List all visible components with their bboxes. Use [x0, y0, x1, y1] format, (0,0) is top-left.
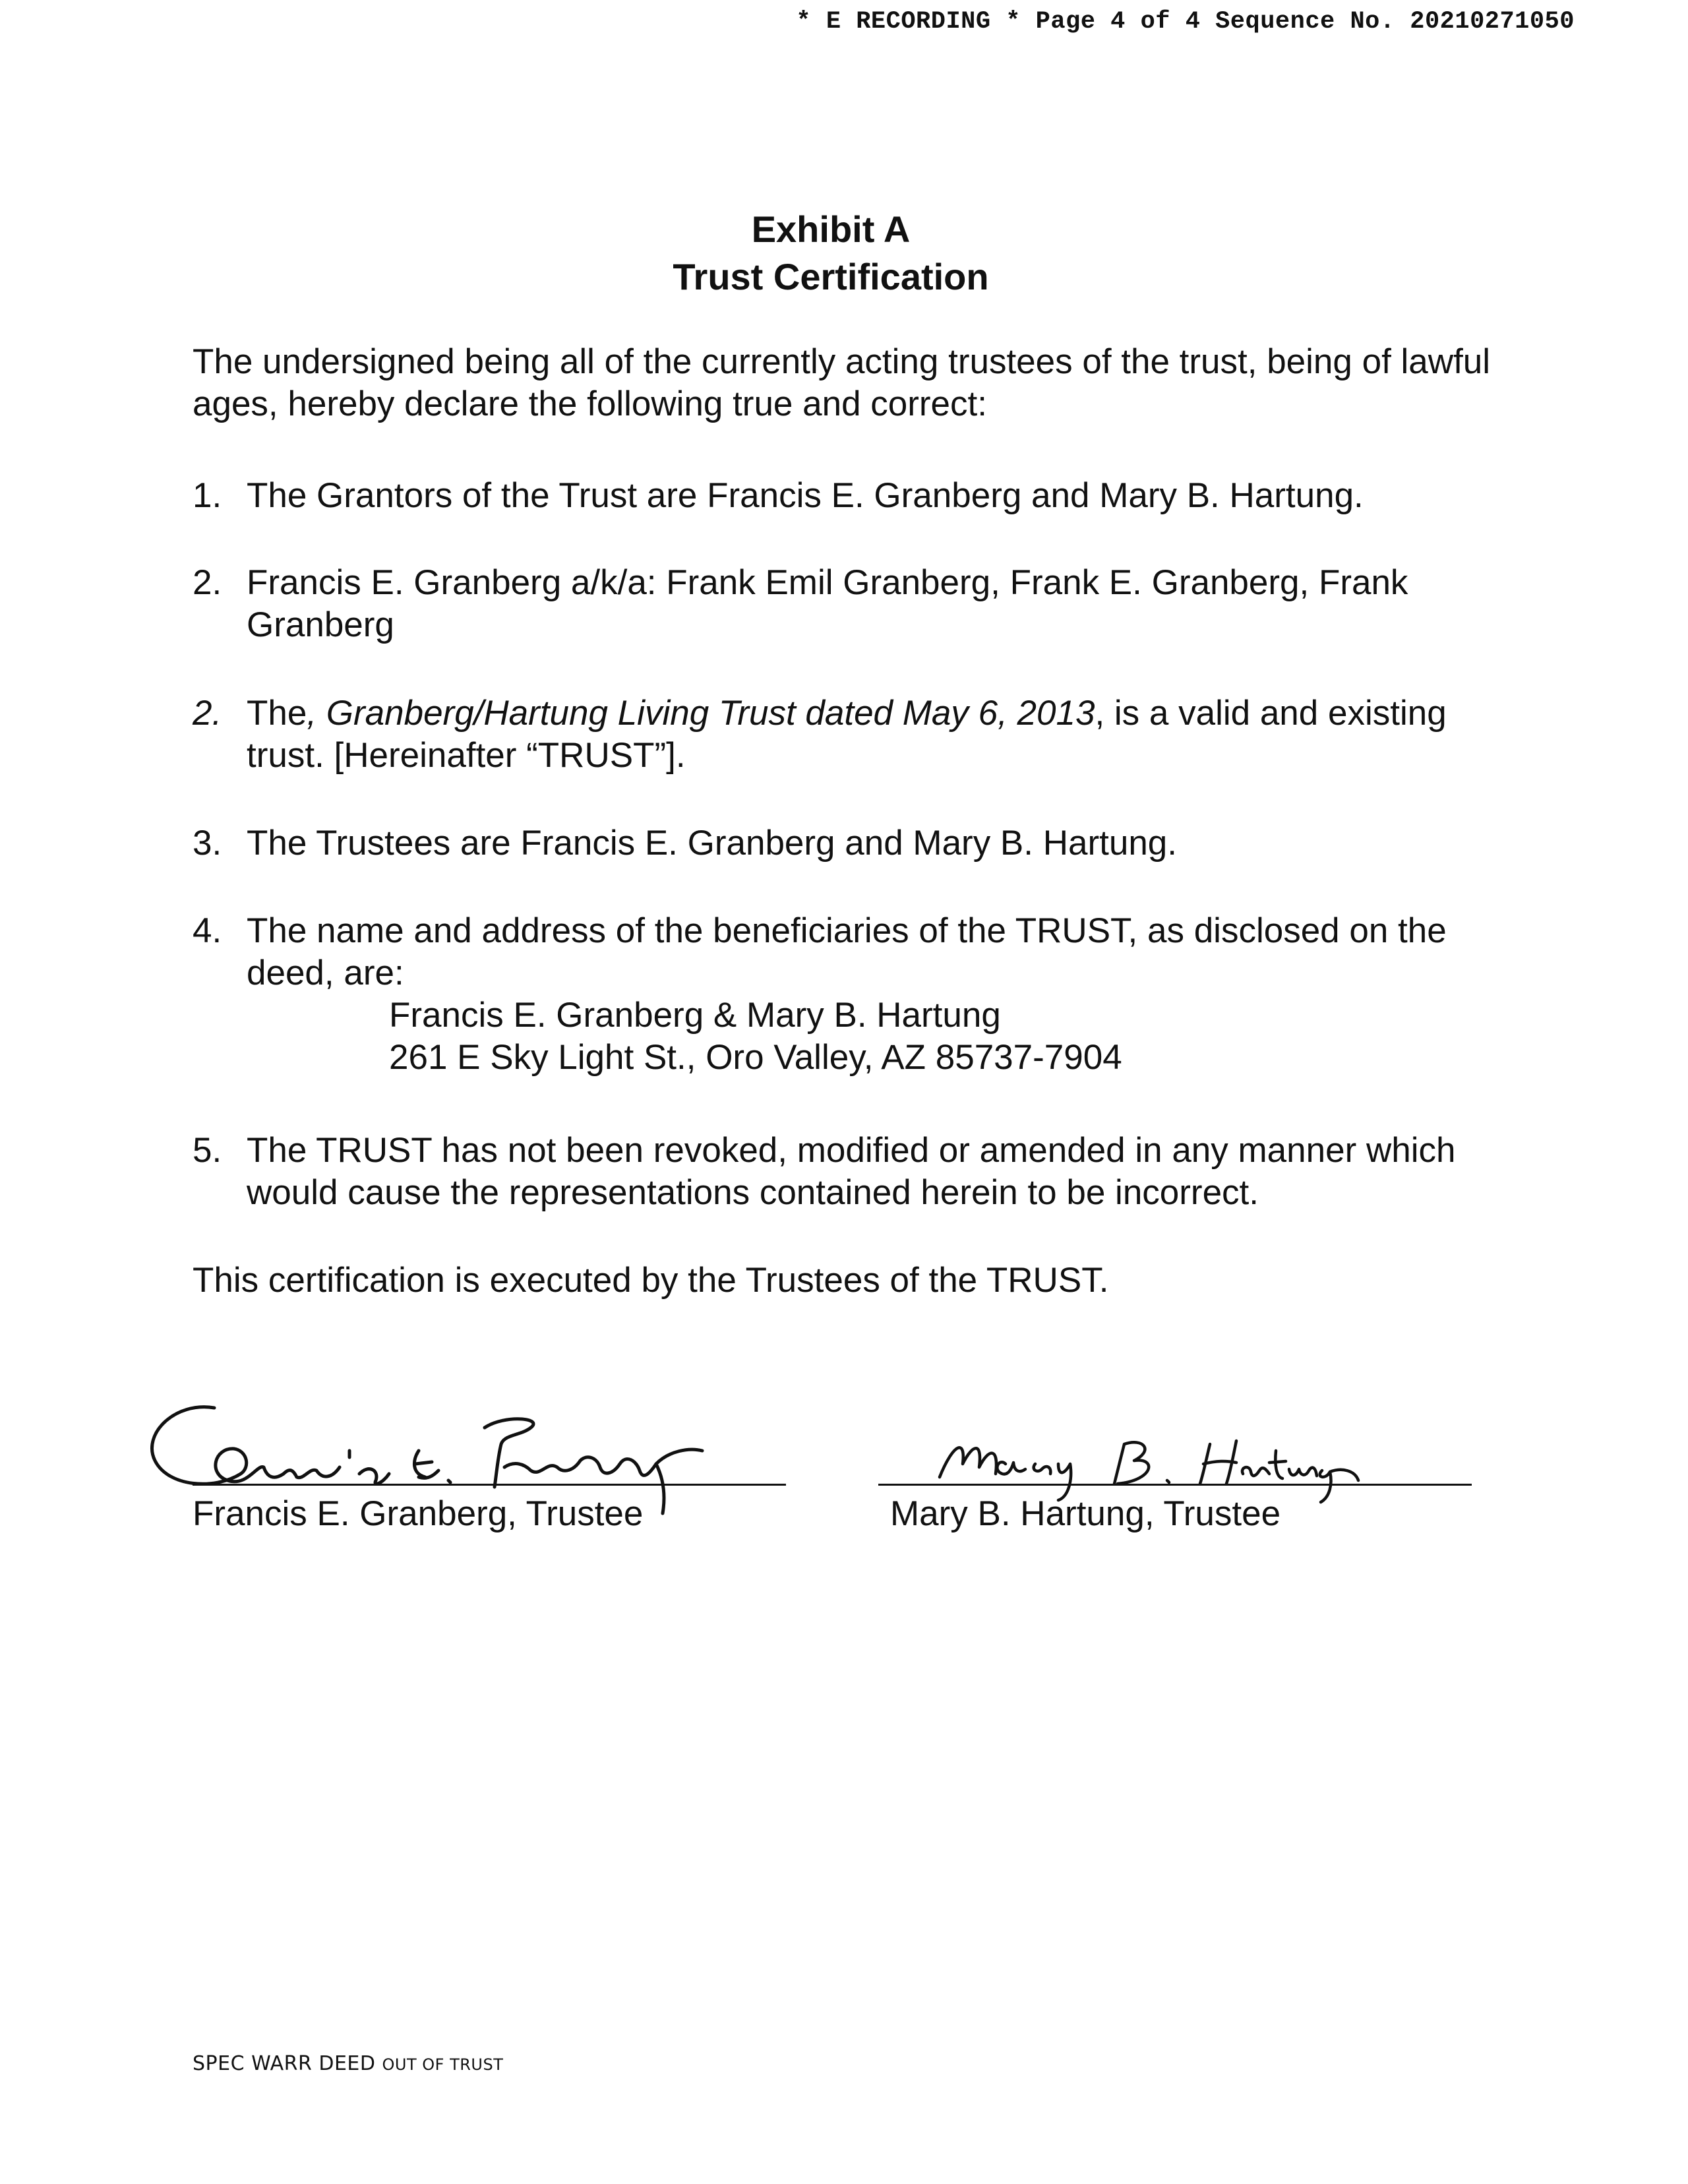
- intro-paragraph: The undersigned being all of the currently acting trustees of the trust, being of lawful ages, hereby declare the following true and correct:: [193, 342, 1491, 423]
- list-item-number: 4.: [193, 911, 222, 950]
- list-item-number: 3.: [193, 824, 222, 863]
- text-prefix: The: [247, 694, 307, 733]
- exhibit-title: Exhibit A: [751, 208, 911, 250]
- beneficiary-address: 261 E Sky Light St., Oro Valley, AZ 85737-7904: [389, 1038, 1122, 1077]
- footer-part2: OUT OF TRUST: [382, 2055, 504, 2074]
- list-item-text: [247, 910, 1519, 1079]
- list-item-number: 2.: [193, 563, 222, 602]
- title-block: [0, 206, 1662, 301]
- list-item-text: The Trustees are Francis E. Granberg and Mary B. Hartung.: [247, 824, 1177, 863]
- list-item-number: 5.: [193, 1131, 222, 1170]
- list-item-text: [247, 692, 1519, 777]
- beneficiary-names: Francis E. Granberg & Mary B. Hartung: [389, 996, 1001, 1035]
- signer-label-right: Mary B. Hartung, Trustee: [890, 1494, 1281, 1533]
- closing-statement: This certification is executed by the Trustees of the TRUST.: [193, 1261, 1109, 1300]
- list-item-text: Francis E. Granberg a/k/a: Frank Emil Granberg, Frank E. Granberg, Frank Granberg: [247, 563, 1408, 644]
- list-item-number: 1.: [193, 476, 222, 515]
- signature-line-right: [878, 1484, 1472, 1486]
- signature-line-left: [193, 1484, 786, 1486]
- list-item-number: 2.: [193, 694, 222, 733]
- list-item-text: The Grantors of the Trust are Francis E. Granberg and Mary B. Hartung.: [247, 476, 1364, 515]
- signer-label-left: Francis E. Granberg, Trustee: [193, 1494, 644, 1533]
- certification-title: Trust Certification: [673, 256, 989, 297]
- recording-header: * E RECORDING * Page 4 of 4 Sequence No. 20210271050: [796, 8, 1575, 36]
- beneficiaries-intro: The name and address of the beneficiaries of the TRUST, as disclosed on the deed, are:: [247, 911, 1447, 992]
- footer-part1: SPEC WARR DEED: [193, 2052, 382, 2075]
- text-suffix: , is a valid and existing trust. [Hereinafter “TRUST”].: [247, 694, 1447, 775]
- trust-name: , Granberg/Hartung Living Trust dated May 6, 2013: [307, 694, 1095, 733]
- list-item-text: The TRUST has not been revoked, modified or amended in any manner which would cause the representations contained herein to be incorrect.: [247, 1131, 1456, 1212]
- footer-label: [193, 2052, 503, 2075]
